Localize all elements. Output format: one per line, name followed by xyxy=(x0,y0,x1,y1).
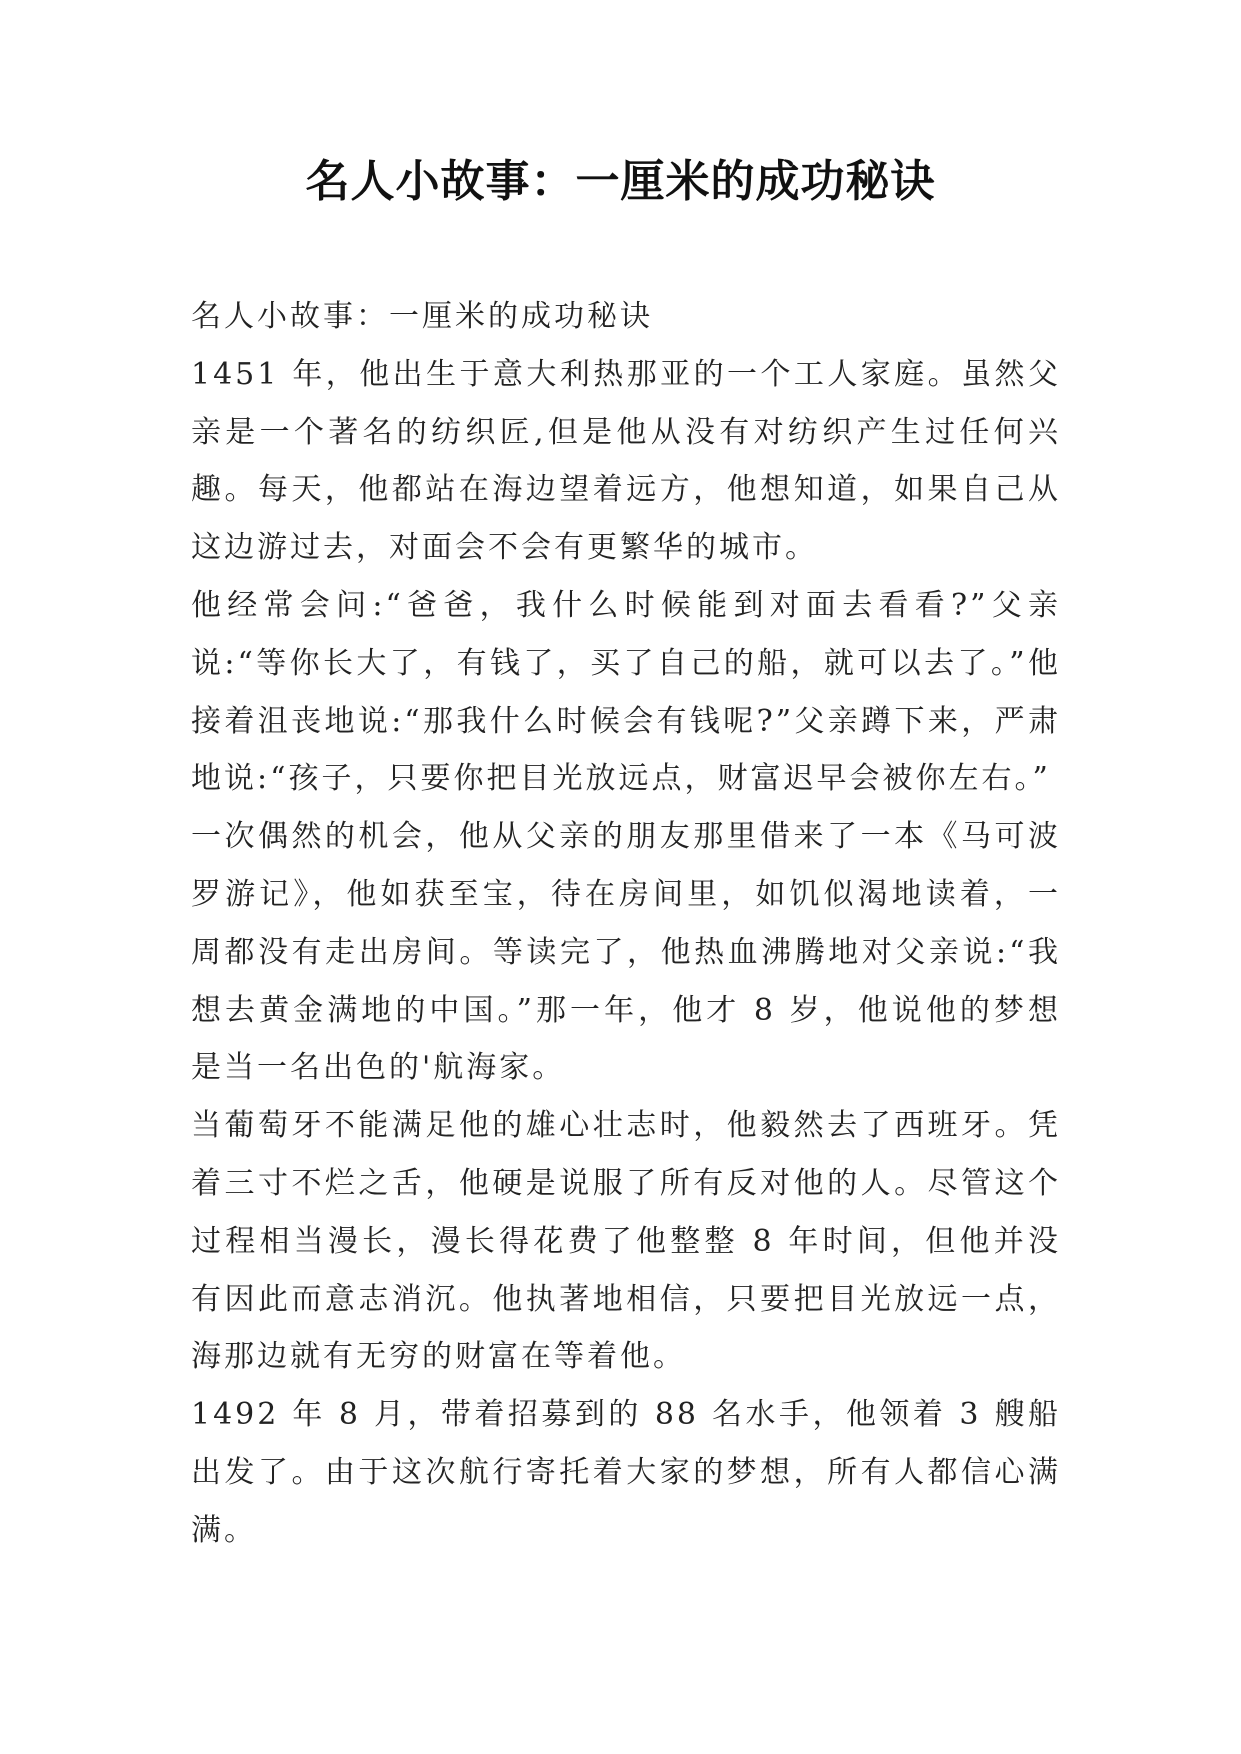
document-title: 名人小故事：一厘米的成功秘诀 xyxy=(305,156,936,207)
paragraph-marco-polo: 一次偶然的机会，他从父亲的朋友那里借来了一本《马可波罗游记》，他如获至宝，待在房间里，如饥似渴地读着，一周都没有走出房间。等读完了，他热血沸腾地对父亲说:“我想去黄金满地的中国。”那一年，他才 8 岁，他说他的梦想是当一名出色的'航海家。 xyxy=(191,819,1061,1086)
paragraph-father-dialogue: 他经常会问:“爸爸，我什么时候能到对面去看看?”父亲说:“等你长大了，有钱了，买了自己的船，就可以去了。”他接着沮丧地说:“那我什么时候会有钱呢?”父亲蹲下来，严肃地说:“孩子，只要你把目光放远点，财富迟早会被你左右。” xyxy=(191,587,1061,797)
paragraph-birth: 1451 年，他出生于意大利热那亚的一个工人家庭。虽然父亲是一个著名的纺织匠,但是他从没有对纺织产生过任何兴趣。每天，他都站在海边望着远方，他想知道，如果自己从这边游过去，对面会不会有更繁华的城市。 xyxy=(191,356,1061,566)
paragraph-spain: 当葡萄牙不能满足他的雄心壮志时，他毅然去了西班牙。凭着三寸不烂之舌，他硬是说服了所有反对他的人。尽管这个过程相当漫长，漫长得花费了他整整 8 年时间，但他并没有因此而意志消沉。他执著地相信，只要把目光放远一点，海那边就有无穷的财富在等着他。 xyxy=(191,1108,1061,1375)
document-body xyxy=(191,288,1061,1560)
paragraph-voyage: 1492 年 8 月，带着招募到的 88 名水手，他领着 3 艘船出发了。由于这次航行寄托着大家的梦想，所有人都信心满满。 xyxy=(191,1397,1061,1548)
paragraph-subtitle: 名人小故事：一厘米的成功秘诀 xyxy=(191,299,653,334)
